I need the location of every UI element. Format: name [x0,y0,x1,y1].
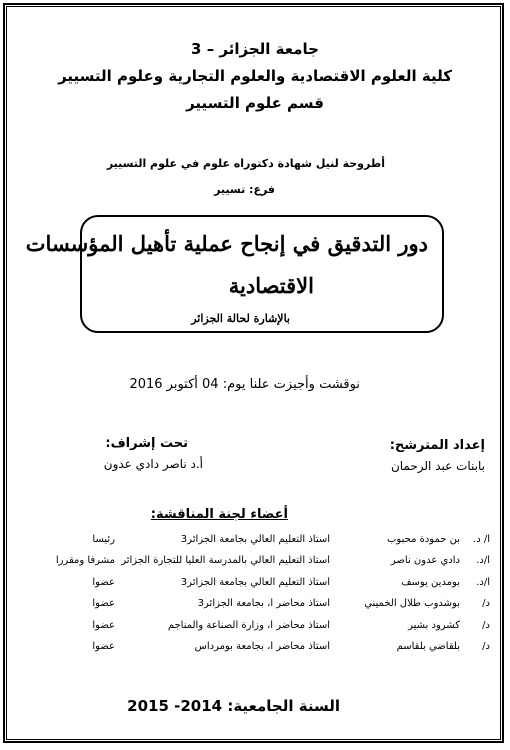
member-title: أ/ د. [473,534,490,545]
member-title: د/ [482,620,490,631]
member-role: عضوا [92,598,115,609]
member-rank: أستاذ التعليم العالي بالمدرسة العليا للتجارة الجزائر [121,555,330,566]
university-name: جامعة الجزائر – 3 [191,40,319,58]
academic-year: السنة الجامعية: 2014- 2015 [127,697,340,715]
thesis-title-line2: الاقتصادية [228,273,314,298]
committee-row [40,641,490,657]
committee-row [40,598,490,614]
defense-date: نوقشت وأجيزت علنا يوم: 04 أكتوبر 2016 [129,377,360,392]
member-name: كشرود بشير [408,620,460,631]
member-role: عضوا [92,620,115,631]
member-name: بوشدوب طلال الخميني [364,598,460,609]
member-title: د/ [482,641,490,652]
committee-heading: أعضاء لجنة المناقشة: [150,507,288,522]
member-name: بلقاضي بلقاسم [396,641,460,652]
candidate-name: بابنات عبد الرحمان [390,459,485,473]
committee-row [40,620,490,636]
department-name: قسم علوم التسيير [186,94,324,112]
member-rank: أستاذ محاضر أ، بجامعة الجزائر3 [197,598,330,609]
thesis-title-line1: دور التدقيق في إنجاح عملية تأهيل المؤسسات [25,231,428,256]
supervisor-label: تحت إشراف: [105,436,188,451]
candidate-label: إعداد المترشح: [389,438,485,453]
committee-row [40,534,490,550]
member-rank: أستاذ محاضر أ، وزارة الصناعة والمناجم [167,620,330,631]
member-rank: أستاذ التعليم العالي بجامعة الجزائر3 [180,577,330,588]
branch-line: فرع: تسيير [214,183,275,196]
member-role: مشرفا ومقررا [55,555,115,566]
member-name: بن حمودة محبوب [387,534,460,545]
degree-line: أطروحة لنيل شهادة دكتوراه علوم في علوم التسيير [106,157,385,170]
member-title: أ/د. [476,555,490,566]
member-title: د/ [482,598,490,609]
thesis-title-box [25,215,444,333]
thesis-subtitle: بالإشارة لحالة الجزائر [191,312,290,325]
member-role: عضوا [92,577,115,588]
member-name: بومدين يوسف [401,577,460,588]
member-role: عضوا [92,641,115,652]
member-title: أ/د. [476,577,490,588]
committee-row [40,555,490,571]
member-rank: أستاذ محاضر أ، بجامعة بومرداس [194,641,330,652]
faculty-name: كلية العلوم الاقتصادية والعلوم التجارية وعلوم التسيير [58,67,452,85]
member-role: رئيسا [92,534,115,545]
supervisor-name: أ.د ناصر دادي عدون [103,457,203,471]
committee-row [40,577,490,593]
member-rank: أستاذ التعليم العالي بجامعة الجزائر3 [180,534,330,545]
member-name: دادي عدون ناصر [390,555,460,566]
